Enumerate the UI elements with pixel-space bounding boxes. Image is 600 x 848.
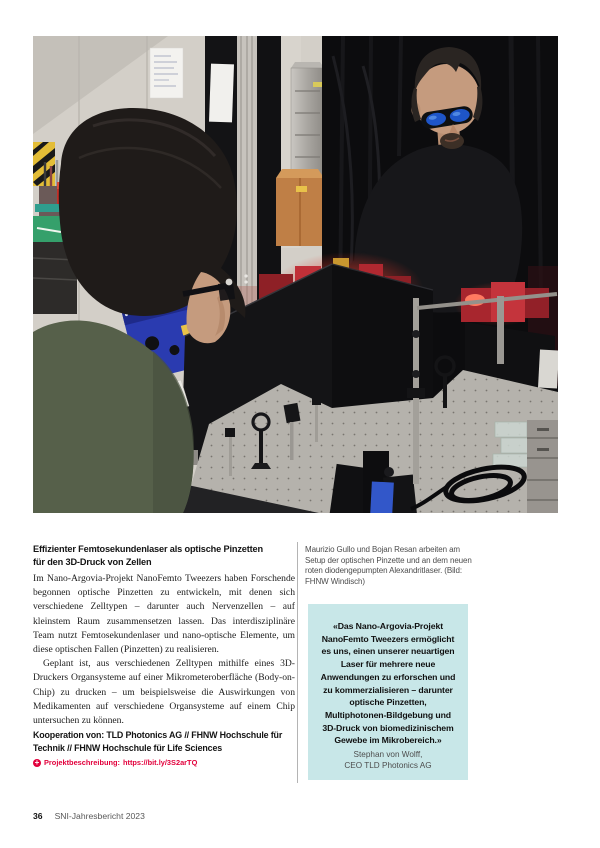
article-column bbox=[33, 543, 295, 767]
cooperation-line: Kooperation von: TLD Photonics AG // FHNW Hochschule für Technik // FHNW Hochschule für Life Sciences bbox=[33, 730, 283, 753]
quote-attribution bbox=[319, 749, 457, 771]
metal-cabinet bbox=[291, 62, 324, 180]
project-description-link[interactable] bbox=[33, 758, 295, 767]
pull-quote-text: «Das Nano-Argovia-Projekt NanoFemto Tweezers ermöglicht es uns, einen unserer neuartigen Laser für mehrere neue Anwendungen zu erforschen und zu kommerzialisieren – darunter optische Pinzetten, Multiphotonen-Bildgebung und 3D-Druck von biomedizinischem Gewebe im Mikrobereich.» bbox=[320, 621, 456, 746]
plus-icon: + bbox=[34, 757, 40, 767]
article-heading-line2: für den 3D-Druck von Zellen bbox=[33, 557, 152, 567]
pull-quote-box bbox=[308, 604, 468, 780]
quote-attribution-name: Stephan von Wolff, bbox=[353, 750, 423, 760]
blue-module bbox=[370, 481, 394, 513]
lab-photo-illustration bbox=[33, 36, 558, 513]
project-link-label: Projektbeschreibung: bbox=[44, 758, 120, 768]
article-heading bbox=[33, 543, 295, 569]
wall-note-paper bbox=[150, 48, 183, 98]
article-paragraph-2: Geplant ist, aus verschiedenen Zelltypen mithilfe eines 3D-Druckers Organsysteme auf einer Mikrometeroberfläche (Body-on-Chip) zu drucken – um beispielsweise die Auswirkungen von Medikamenten auf verschiedene Organsysteme auf einem Chip untersuchen zu können. bbox=[33, 658, 295, 727]
publication-title: SNI-Jahresbericht 2023 bbox=[54, 811, 145, 821]
project-link-url[interactable]: https://bit.ly/3S2arTQ bbox=[122, 758, 198, 768]
quote-attribution-role: CEO TLD Photonics AG bbox=[344, 761, 432, 771]
page-footer bbox=[33, 811, 145, 821]
page-number: 36 bbox=[33, 811, 43, 821]
column-divider bbox=[297, 542, 298, 783]
lab-photo bbox=[33, 36, 558, 513]
article-paragraph-1: Im Nano-Argovia-Projekt NanoFemto Tweezers haben Forschende begonnen optische Pinzetten zu entwickeln, mit denen sich verschiedene Zelltypen – darunter auch Nervenzellen – auf kleinstem Raum zusammensetzen lassen. Das interdisziplinäre Team nutzt Femtosekundenlaser und nano-optische Elemente, um diese optischen Fallen (Pinzetten) zu realisieren. bbox=[33, 573, 295, 656]
photo-caption: Maurizio Gullo und Bojan Resan arbeiten am Setup der optischen Pinzette und an dem neuen roten diodengepumpten Alexandritlaser. (Bild: FHNW Windisch) bbox=[305, 545, 472, 586]
article-heading-line1: Effizienter Femtosekundenlaser als optische Pinzetten bbox=[33, 544, 263, 554]
drawer-unit bbox=[527, 420, 558, 513]
cardboard-boxes bbox=[276, 169, 324, 246]
